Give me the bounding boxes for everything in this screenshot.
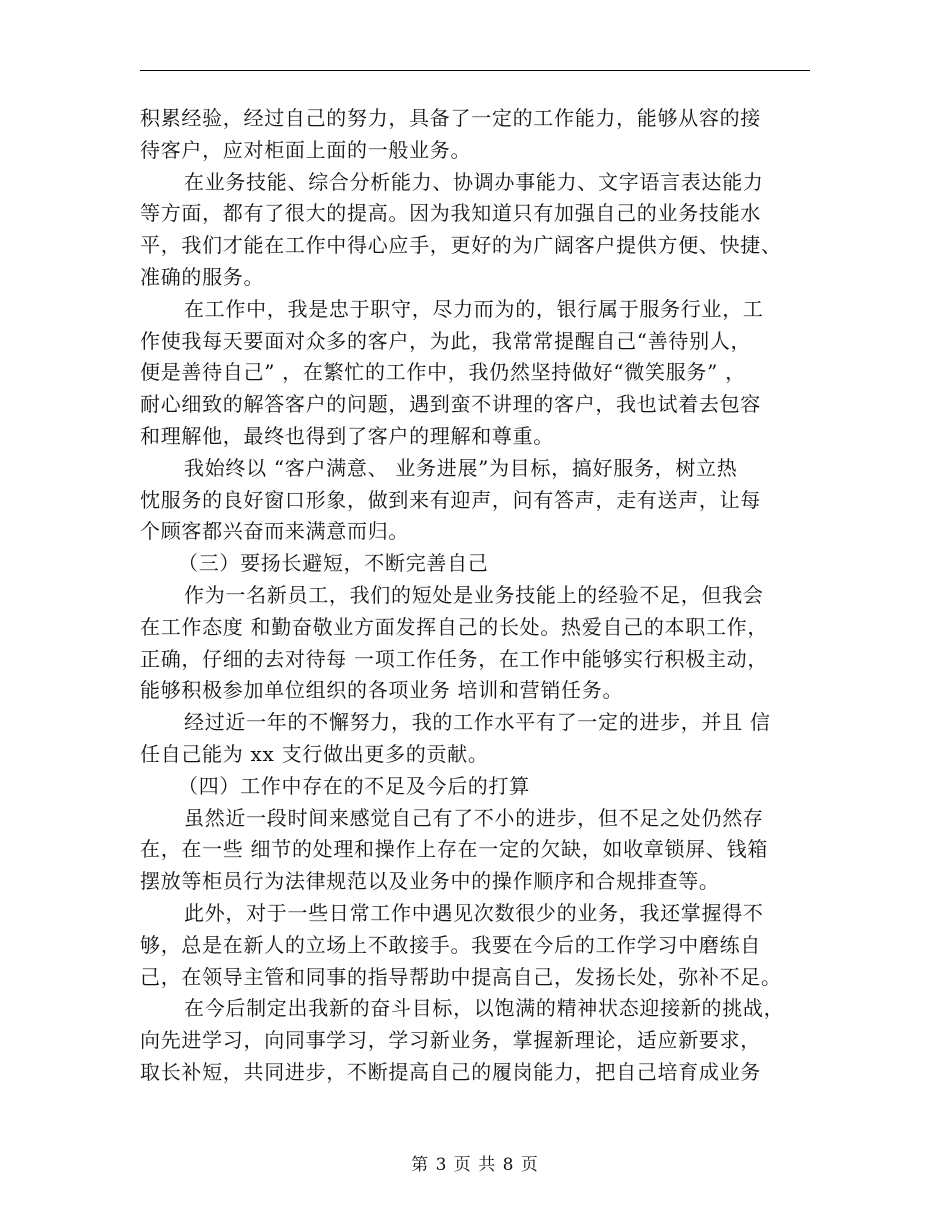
text-line: 个顾客都兴奋而来满意而归。 — [140, 519, 410, 544]
section-heading: （四）工作中存在的不足及今后的打算 — [178, 773, 530, 798]
text-line: 在，在一些 细节的处理和操作上存在一定的欠缺，如收章锁屏、钱箱 — [140, 837, 769, 862]
text-line: 作使我每天要面对众多的客户，为此，我常常提醒自己“善待别人， — [140, 328, 752, 353]
text-line: 积累经验，经过自己的努力，具备了一定的工作能力，能够从容的接 — [140, 106, 761, 130]
text-line: 和理解他，最终也得到了客户的理解和尊重。 — [140, 423, 554, 448]
header-rule — [140, 70, 810, 71]
paragraph-start: 在今后制定出我新的奋斗目标，以饱满的精神状态迎接新的挑战， — [184, 996, 785, 1021]
paragraph-start: 在业务技能、综合分析能力、协调办事能力、文字语言表达能力 — [184, 169, 764, 194]
body-text — [140, 103, 812, 1089]
text-line: 够，总是在新人的立场上不敢接手。我要在今后的工作学习中磨练自 — [140, 932, 761, 957]
paragraph-start: 在工作中，我是忠于职守，尽力而为的，银行属于服务行业，工 — [184, 296, 764, 321]
page-number: 第 3 页 共 8 页 — [411, 1155, 539, 1175]
paragraph-start: 此外，对于一些日常工作中遇见次数很少的业务，我还掌握得不 — [184, 900, 764, 925]
text-line: 平，我们才能在工作中得心应手，更好的为广阔客户提供方便、快捷、 — [140, 233, 782, 258]
paragraph-start: 我始终以 “客户满意、 业务进展”为目标，搞好服务，树立热 — [184, 455, 738, 480]
text-line: 等方面，都有了很大的提高。因为我知道只有加强自己的业务技能水 — [140, 201, 761, 226]
text-line: 忱服务的良好窗口形象，做到来有迎声，问有答声，走有送声，让每 — [140, 487, 761, 512]
paragraph-start: 经过近一年的不懈努力，我的工作水平有了一定的进步，并且 信 — [184, 710, 771, 735]
text-line: 在工作态度 和勤奋敬业方面发挥自己的长处。热爱自己的本职工作， — [140, 614, 769, 639]
text-line: 任自己能为 xx 支行做出更多的贡献。 — [140, 741, 489, 766]
text-line: 便是善待自己” ，在繁忙的工作中，我仍然坚持做好“微笑服务” ， — [140, 360, 746, 385]
paragraph-start: 作为一名新员工，我们的短处是业务技能上的经验不足，但我会 — [184, 582, 764, 607]
text-line: 待客户，应对柜面上面的一般业务。 — [140, 137, 472, 162]
text-line: 耐心细致的解答客户的问题，遇到蛮不讲理的客户，我也试着去包容 — [140, 392, 761, 417]
paragraph-start: 虽然近一段时间来感觉自己有了不小的进步，但不足之处仍然存 — [184, 805, 764, 830]
text-line: 准确的服务。 — [140, 264, 265, 289]
text-line: 己，在领导主管和同事的指导帮助中提高自己，发扬长处，弥补不足。 — [140, 964, 782, 989]
text-line: 摆放等柜员行为法律规范以及业务中的操作顺序和合规排查等。 — [140, 869, 720, 894]
text-line: 向先进学习，向同事学习，学习新业务，掌握新理论，适应新要求， — [140, 1028, 761, 1053]
text-line: 能够积极参加单位组织的各项业务 培训和营销任务。 — [140, 678, 624, 703]
text-line: 取长补短，共同进步，不断提高自己的履岗能力，把自己培育成业务 — [140, 1059, 761, 1084]
section-heading: （三）要扬长避短，不断完善自己 — [178, 551, 489, 576]
text-line: 正确，仔细的去对待每 一项工作任务，在工作中能够实行积极主动， — [140, 646, 769, 671]
